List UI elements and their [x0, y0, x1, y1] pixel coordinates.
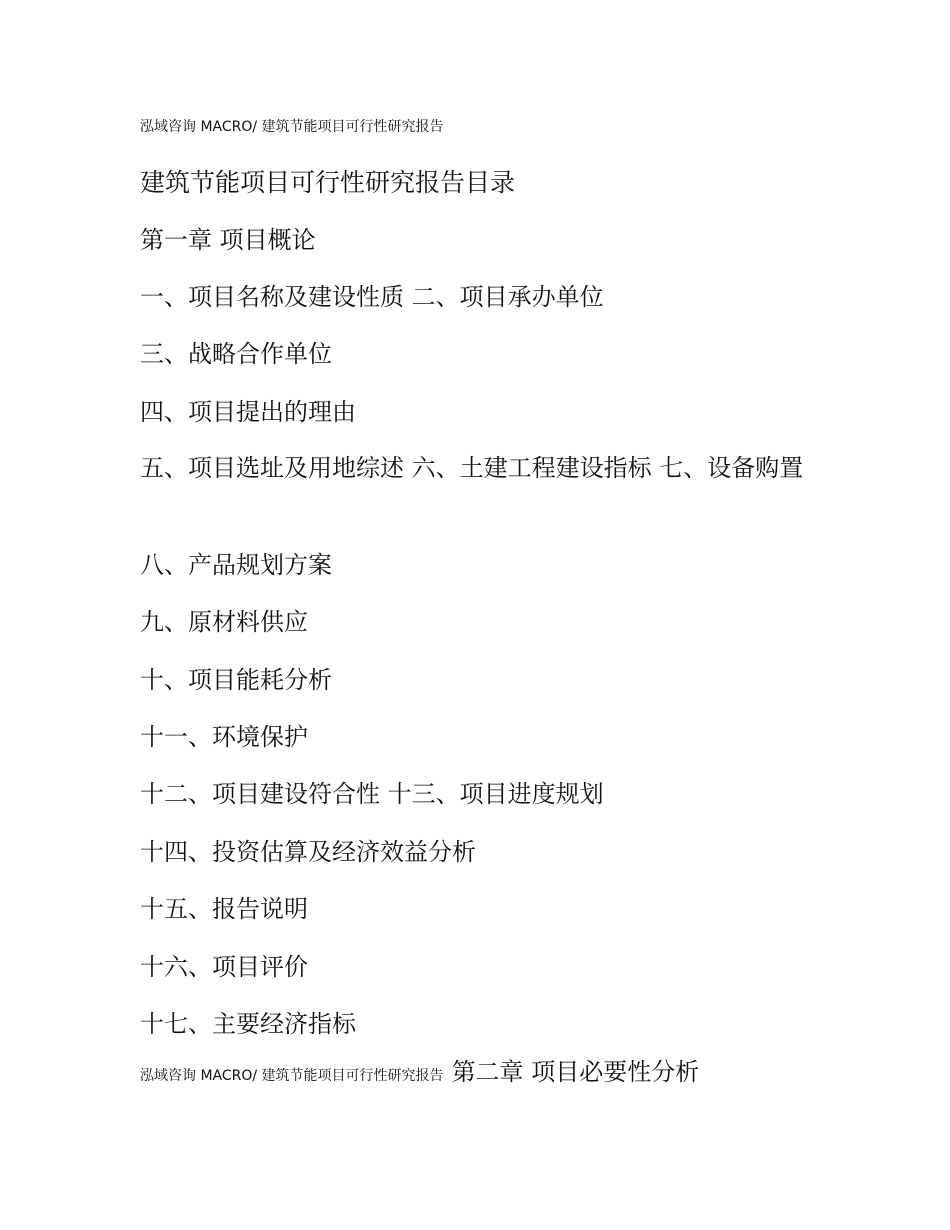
toc-item: 十七、主要经济指标 — [140, 1010, 356, 1038]
toc-item: 九、原材料供应 — [140, 608, 308, 636]
toc-item: 十六、项目评价 — [140, 953, 308, 981]
toc-item: 八、产品规划方案 — [140, 551, 332, 579]
toc-item: 一、项目名称及建设性质 二、项目承办单位 — [140, 283, 604, 311]
toc-item: 十四、投资估算及经济效益分析 — [140, 838, 476, 866]
toc-item: 十一、环境保护 — [140, 723, 308, 751]
page-footer — [140, 1060, 699, 1084]
chapter-heading-two: 第二章 项目必要性分析 — [451, 1058, 700, 1086]
toc-item: 四、项目提出的理由 — [140, 398, 356, 426]
toc-item: 十五、报告说明 — [140, 895, 308, 923]
footer-header-text: 泓域咨询 MACRO/ 建筑节能项目可行性研究报告 — [140, 1068, 444, 1084]
toc-item: 十二、项目建设符合性 十三、项目进度规划 — [140, 780, 604, 808]
toc-item: 五、项目选址及用地综述 六、土建工程建设指标 七、设备购置 — [140, 454, 804, 482]
document-title: 建筑节能项目可行性研究报告目录 — [140, 168, 516, 197]
toc-item: 三、战略合作单位 — [140, 340, 332, 368]
page-header: 泓域咨询 MACRO/ 建筑节能项目可行性研究报告 — [140, 119, 444, 135]
chapter-heading: 第一章 项目概论 — [140, 226, 316, 254]
toc-item: 十、项目能耗分析 — [140, 666, 332, 694]
